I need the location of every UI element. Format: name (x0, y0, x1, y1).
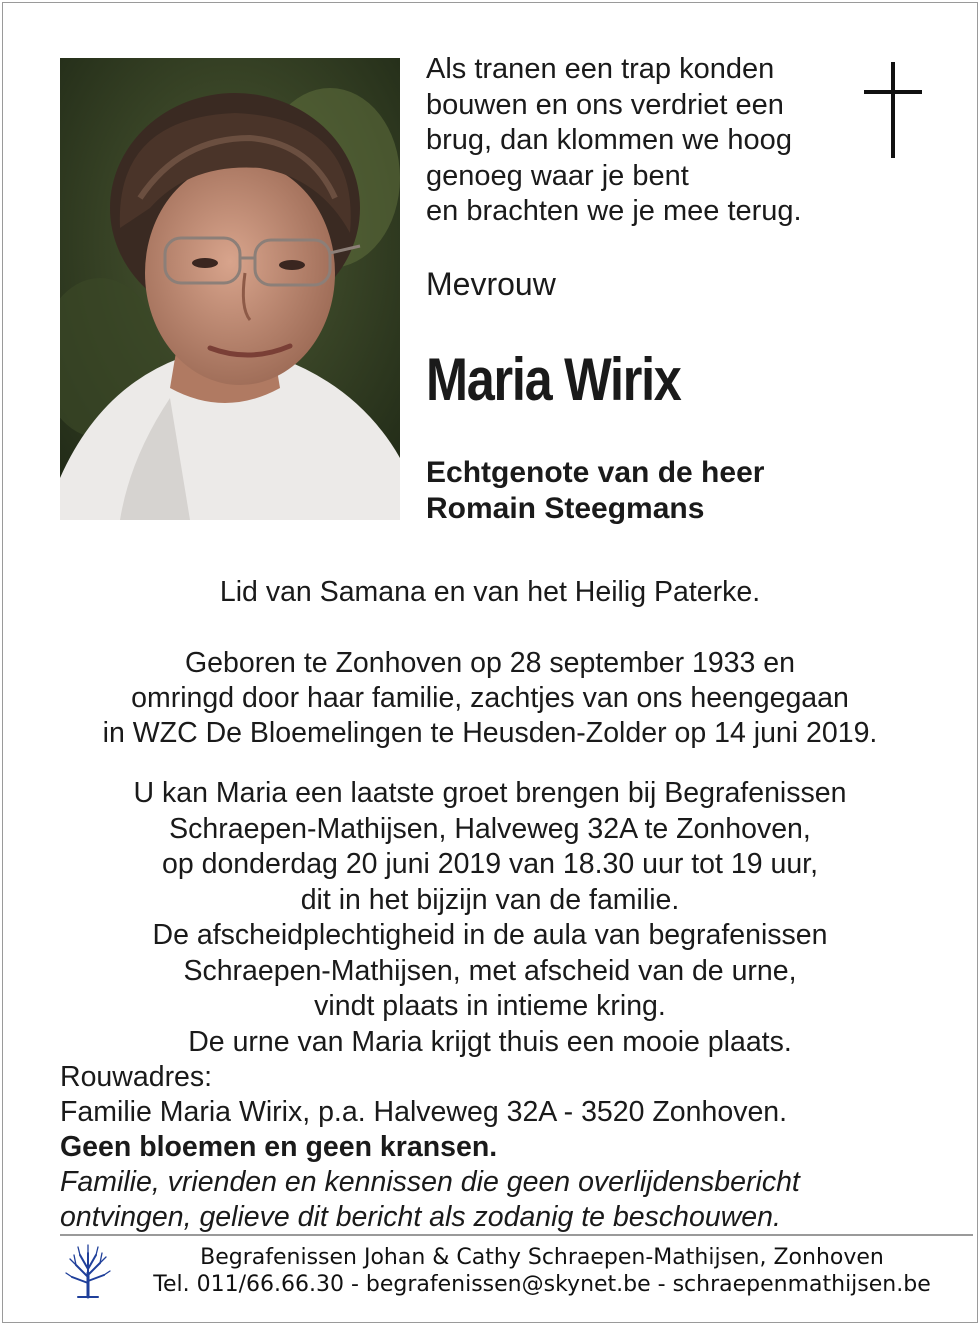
notice-line: ontvingen, gelieve dit bericht als zodanig te beschouwen. (60, 1201, 781, 1233)
paragraph-line: U kan Maria een laatste groet brengen bij Begrafenissen (133, 777, 847, 809)
paragraph-line: vindt plaats in intieme kring. (314, 990, 666, 1022)
spouse-info (426, 455, 764, 527)
honorific: Mevrouw (426, 266, 556, 302)
poem-line: bouwen en ons verdriet een (426, 88, 784, 121)
spouse-line: Romain Steegmans (426, 492, 705, 525)
paragraph-line: Schraepen-Mathijsen, Halveweg 32A te Zonhoven, (169, 812, 811, 845)
paragraph-line: Schraepen-Mathijsen, met afscheid van de urne, (183, 954, 797, 987)
visitation-paragraph (0, 776, 980, 1060)
paragraph-line: omringd door haar familie, zachtjes van ons heengegaan (131, 682, 849, 714)
paragraph-line: op donderdag 20 juni 2019 van 18.30 uur tot 19 uur, (161, 848, 819, 880)
paragraph-line: De urne van Maria krijgt thuis een mooie plaats. (188, 1025, 792, 1058)
poem-line: en brachten we je mee terug. (426, 195, 802, 227)
spouse-line: Echtgenote van de heer (426, 456, 765, 489)
membership-text: Lid van Samana en van het Heilig Paterke. (219, 576, 761, 608)
paragraph-line: dit in het bijzijn van de familie. (300, 883, 680, 916)
notice-line: Familie, vrienden en kennissen die geen overlijdensbericht (60, 1166, 800, 1198)
portrait-photo (60, 58, 400, 520)
footer-contact: Tel. 011/66.66.30 - begrafenissen@skynet.be - schraepenmathijsen.be (153, 1272, 931, 1297)
poem-line: Als tranen een trap konden (426, 53, 775, 85)
address-block (60, 1060, 800, 1235)
poem (426, 52, 856, 230)
footer-divider (60, 1234, 973, 1236)
address-text: Familie Maria Wirix, p.a. Halveweg 32A - 3520 Zonhoven. (60, 1096, 788, 1128)
cross-icon (864, 62, 922, 158)
no-flowers-notice: Geen bloemen en geen kransen. (60, 1131, 498, 1163)
poem-line: brug, dan klommen we hoog (426, 124, 792, 156)
address-label: Rouwadres: (60, 1061, 213, 1093)
paragraph-line: Geboren te Zonhoven op 28 september 1933 en (184, 647, 796, 679)
paragraph-line: De afscheidplechtigheid in de aula van begrafenissen (152, 919, 828, 951)
paragraph-line: in WZC De Bloemelingen te Heusden-Zolder op 14 juni 2019. (102, 717, 878, 749)
footer-company: Begrafenissen Johan & Cathy Schraepen-Mathijsen, Zonhoven (200, 1245, 884, 1270)
poem-line: genoeg waar je bent (426, 159, 689, 192)
birth-death-paragraph (0, 646, 980, 751)
deceased-name: Maria Wirix (426, 346, 681, 413)
